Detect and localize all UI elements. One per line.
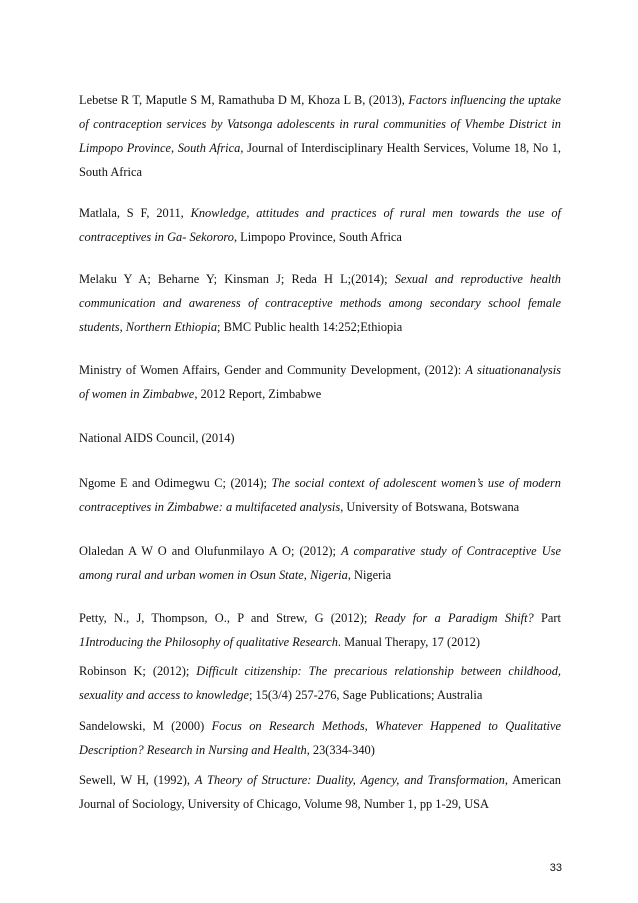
reference-olaledan: Olaledan A W O and Olufunmilayo A O; (2012); A comparative study of Contraceptive Use among rural and urban women in Osun State, Nigeria, Nigeria <box>79 544 561 582</box>
reference-matlala: Matlala, S F, 2011, Knowledge, attitudes and practices of rural men towards the use of contraceptives in Ga- Sekororo, Limpopo Province, South Africa <box>79 206 561 244</box>
reference-sandelowski: Sandelowski, M (2000) Focus on Research Methods, Whatever Happened to Qualitative Description? Research in Nursing and Health, 23(334-340) <box>79 719 561 757</box>
reference-national-aids-council: National AIDS Council, (2014) <box>79 431 235 445</box>
reference-sewell: Sewell, W H, (1992), A Theory of Structure: Duality, Agency, and Transformation, American Journal of Sociology, University of Chicago, Volume 98, Number 1, pp 1-29, USA <box>79 773 561 811</box>
page-number: 33 <box>549 862 562 874</box>
reference-petty: Petty, N., J, Thompson, O., P and Strew, G (2012); Ready for a Paradigm Shift? Part 1Introducing the Philosophy of qualitative Research. Manual Therapy, 17 (2012) <box>79 611 562 649</box>
reference-melaku: Melaku Y A; Beharne Y; Kinsman J; Reda H L;(2014); Sexual and reproductive health communication and awareness of contraceptive methods among secondary school female students, Northern Ethiopia; BMC Public health 14:252;Ethiopia <box>79 272 561 334</box>
reference-lebetse: Lebetse R T, Maputle S M, Ramathuba D M, Khoza L B, (2013), Factors influencing the uptake of contraception services by Vatsonga adolescents in rural communities of Vhembe District in Limpopo Province, South Africa, Journal of Interdisciplinary Health Services, Volume 18, No 1, South Africa <box>79 93 561 179</box>
reference-robinson: Robinson K; (2012); Difficult citizenship: The precarious relationship between childhood, sexuality and access to knowledge; 15(3/4) 257-276, Sage Publications; Australia <box>79 664 561 702</box>
reference-ngome: Ngome E and Odimegwu C; (2014); The social context of adolescent women’s use of modern contraceptives in Zimbabwe: a multifaceted analysis, University of Botswana, Botswana <box>79 476 561 514</box>
reference-ministry-of-women-affairs: Ministry of Women Affairs, Gender and Community Development, (2012): A situationanalysis of women in Zimbabwe, 2012 Report, Zimbabwe <box>79 363 561 401</box>
